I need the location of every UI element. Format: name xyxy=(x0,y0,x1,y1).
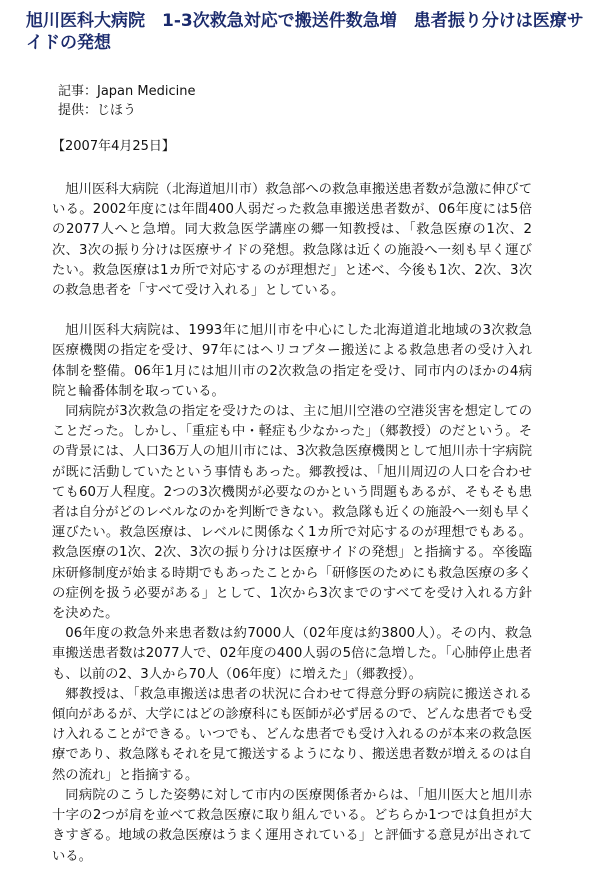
paragraph: 同病院のこうした姿勢に対して市内の医療関係者からは、「旭川医大と旭川赤十字の2つが肩を並べて救急医療に取り組んでいる。どちらか1つでは負担が大きすぎる。地域の救急医療はうまく運用されている」と評価する意見が出されている。 xyxy=(52,787,532,864)
article-body xyxy=(52,180,532,867)
credit-source: 記事：Japan Medicine xyxy=(58,84,196,99)
paragraph: 同病院が3次救急の指定を受けたのは、主に旭川空港の空港災害を想定してのことだった。しかし、「重症も中・軽症も少なかった」（郷教授）のだという。その背景には、人口36万人の旭川市には、3次救急医療機関として旭川赤十字病院が既に活動していたという事情もあった。郷教授は、「旭川周辺の人口を合わせても60万人程度。2つの3次機関が必要なのかという問題もあるが、そもそも患者は自分がどのレベルなのかを判断できない。救急隊も近くの施設へ一刻も早く運びたい。救急医療は、レベルに関係なく1カ所で対応するのが理想でもある。救急医療の1次、2次、3次の振り分けは医療サイドの発想」と指摘する。卒後臨床研修制度が始まる時期でもあったことから「研修医のためにも救急医療の多くの症例を扱う必要がある」として、1次から3次までのすべてを受け入れる方針を決めた。 xyxy=(52,404,532,622)
article-title: 旭川医科大病院 1-3次救急対応で搬送件数急増 患者振り分けは医療サイドの発想 xyxy=(26,11,584,53)
article-credits xyxy=(58,82,195,120)
paragraph: 郷教授は、「救急車搬送は患者の状況に合わせて得意分野の病院に搬送される傾向があるが、大学にはどの診療科にも医師が必ず居るので、どんな患者でも受け入れることができる。いつでも、どんな患者でも受け入れるのが本来の救急医療であり、救急隊もそれを見て搬送するようになり、搬送患者数が増えるのは自然の流れ」と指摘する。 xyxy=(52,686,532,783)
paragraph: 06年度の救急外来患者数は約7000人（02年度は約3800人）。その内、救急車搬送患者数は2077人で、02年度の400人弱の5倍に急増した。「心肺停止患者も、以前の2、3人から70人（06年度）に増えた」（郷教授）。 xyxy=(52,626,532,682)
paragraph: 旭川医科大病院（北海道旭川市）救急部への救急車搬送患者数が急激に伸びている。2002年度には年間400人弱だった救急車搬送患者数が、06年度には5倍の2077人へと急増。同大救急医学講座の郷一知教授は、「救急医療の1次、2次、3次の振り分けは医療サイドの発想。救急隊は近くの施設へ一刻も早く運びたい。救急医療は1カ所で対応するのが理想だ」と述べ、今後も1次、2次、3次の救急患者を「すべて受け入れる」としている。 xyxy=(52,182,532,299)
publication-date: 【2007年4月25日】 xyxy=(52,139,175,154)
credit-provider: 提供：じほう xyxy=(58,103,137,118)
paragraph: 旭川医科大病院は、1993年に旭川市を中心にした北海道道北地域の3次救急医療機関の指定を受け、97年にはヘリコプター搬送による救急患者の受け入れ体制を整備。06年1月には旭川市の2次救急の指定を受け、同市内のほかの4病院と輪番体制を取っている。 xyxy=(52,323,532,399)
